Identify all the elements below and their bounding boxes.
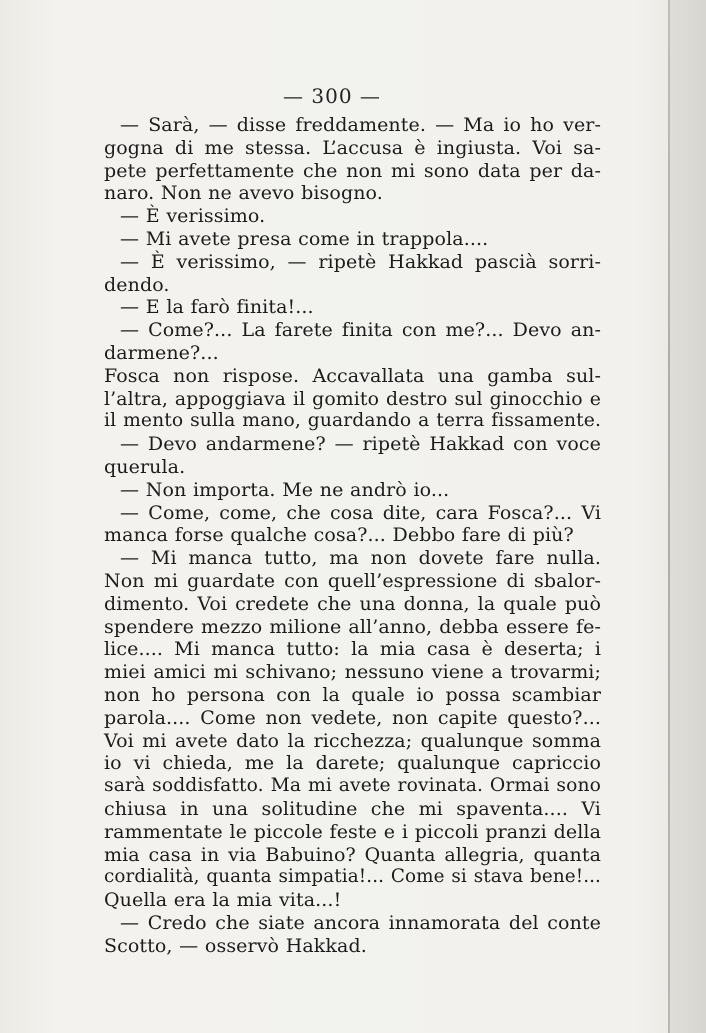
text-line: cordialità, quanta simpatia!... Come si stava bene!... <box>104 866 601 888</box>
text-line: lice.... Mi manca tutto: la mia casa è deserta; i <box>104 638 601 661</box>
text-line: Quella era la mia vita...! <box>104 889 342 912</box>
text-line: Non mi guardate con quell’espressione di sbalor- <box>104 569 601 592</box>
text-line: dimento. Voi credete che una donna, la quale può <box>104 592 601 615</box>
text-line: rammentate le piccole feste e i piccoli pranzi della <box>104 820 601 843</box>
text-line: io vi chieda, me la darete; qualunque capriccio <box>104 752 601 775</box>
text-line: chiusa in una solitudine che mi spaventa.... Vi <box>104 797 601 820</box>
binding-gutter-line <box>668 0 670 1033</box>
text-line: querula. <box>104 455 186 478</box>
text-line: non ho persona con la quale io possa scambiar <box>104 683 601 706</box>
text-line: dendo. <box>104 273 170 296</box>
text-line: — Come?... La farete finita con me?... Devo an- <box>120 319 601 342</box>
page-edge-shadow <box>670 0 706 1033</box>
text-line: Fosca non rispose. Accavallata una gamba sul- <box>104 364 601 387</box>
text-line: — Sarà, — disse freddamente. — Ma io ho ver- <box>120 114 601 136</box>
text-line: spendere mezzo milione all’anno, debba essere fe- <box>104 615 601 638</box>
text-line: Voi mi avete dato la ricchezza; qualunque somma <box>104 729 601 752</box>
text-line: — Mi manca tutto, ma non dovete fare nulla. <box>120 547 601 570</box>
text-line: miei amici mi schivano; nessuno viene a trovarmi; <box>104 661 601 684</box>
text-line: l’altra, appoggiava il gomito destro sul ginocchio e <box>104 387 601 410</box>
text-line: — Non importa. Me ne andrò io... <box>120 478 450 501</box>
text-line: il mento sulla mano, guardando a terra fissamente. <box>104 410 601 432</box>
text-line: — Devo andarmene? — ripetè Hakkad con voce <box>120 433 601 456</box>
body-text <box>104 114 601 957</box>
text-line: Scotto, — osservò Hakkad. <box>104 934 367 957</box>
text-line: — È verissimo, — ripetè Hakkad pascià sorri- <box>120 250 601 273</box>
text-line: naro. Non ne avevo bisogno. <box>104 182 383 205</box>
text-line: — È verissimo. <box>120 205 266 228</box>
page-number: — 300 — <box>283 84 381 108</box>
text-line: darmene?... <box>104 341 219 364</box>
text-line: sarà soddisfatto. Ma mi avete rovinata. Ormai sono <box>104 775 601 797</box>
text-line: pete perfettamente che non mi sono data per da- <box>104 159 601 182</box>
text-line: — Come, come, che cosa dite, cara Fosca?... Vi <box>120 501 601 524</box>
text-line: mia casa in via Babuino? Quanta allegria, quanta <box>104 843 601 866</box>
text-line: — Credo che siate ancora innamorata del conte <box>120 911 601 934</box>
text-line: — E la farò finita!... <box>120 296 314 319</box>
text-line: parola.... Come non vedete, non capite questo?... <box>104 706 601 729</box>
text-line: gogna di me stessa. L’accusa è ingiusta. Voi sa- <box>104 136 601 159</box>
text-line: — Mi avete presa come in trappola.... <box>120 227 489 250</box>
text-line: manca forse qualche cosa?... Debbo fare di più? <box>104 524 574 547</box>
